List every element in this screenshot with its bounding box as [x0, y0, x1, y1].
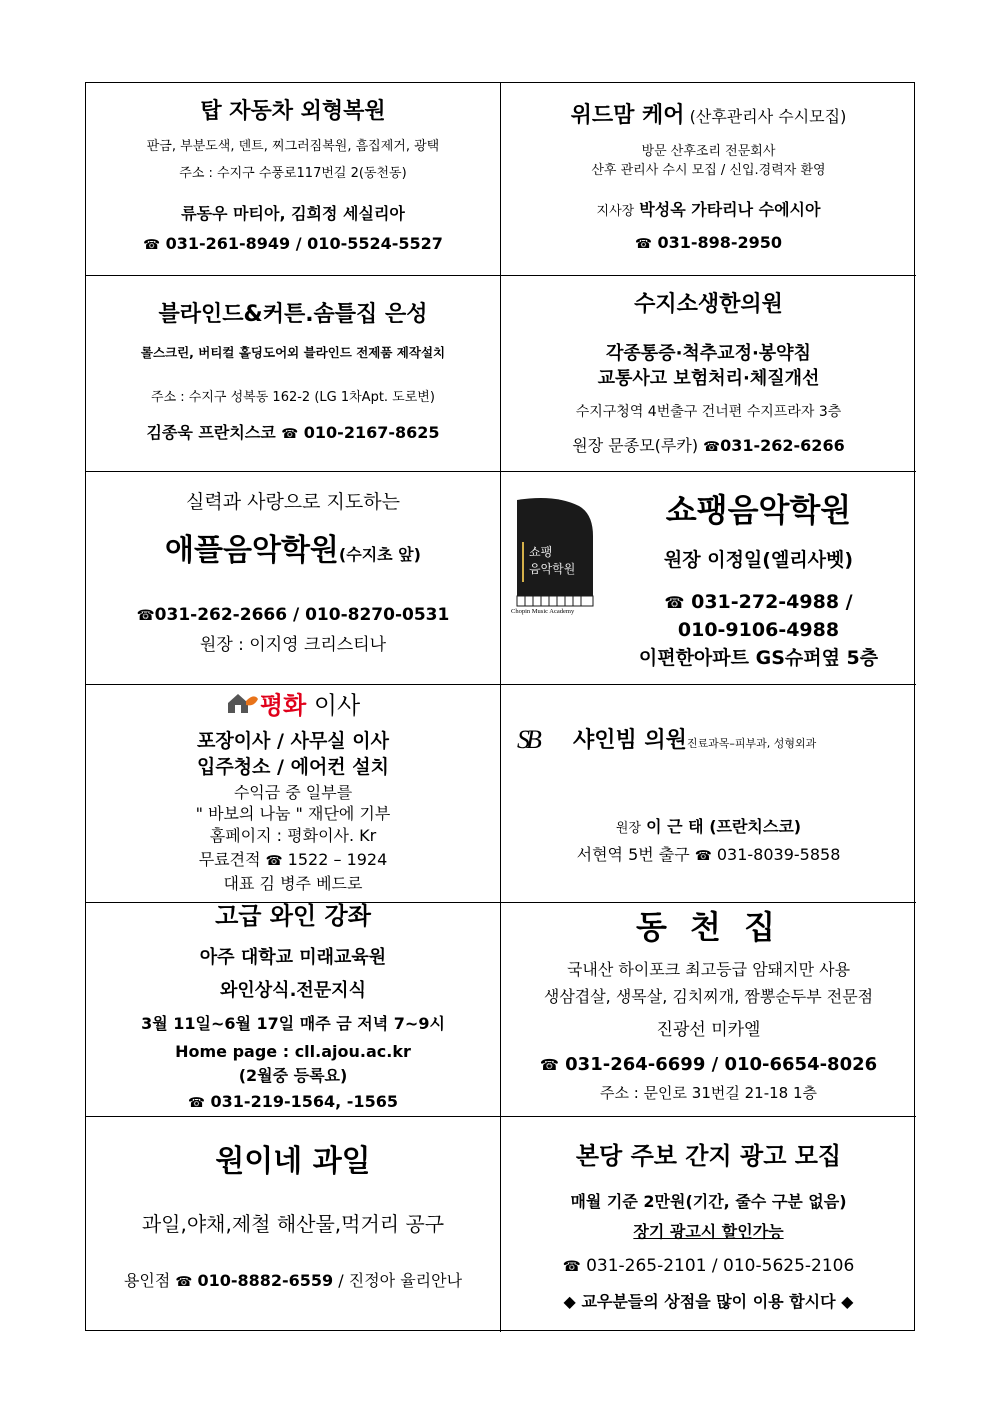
ad-director-line: [501, 818, 916, 837]
ad-director-label: 원장: [615, 821, 642, 836]
ad-subtitle: 진료과목–피부과, 성형외과: [686, 737, 817, 750]
ad-branch-line: [501, 201, 916, 220]
ad-title-line: [86, 534, 500, 569]
ad-line-5: 홈페이지 : 평화이사. Kr: [209, 826, 377, 845]
ad-grid: [85, 82, 915, 1331]
ad-title: 위드맘 케어: [570, 103, 685, 128]
ad-phone: 031-264-6699 / 010-6654-8026: [565, 1054, 878, 1075]
ad-wine: [86, 903, 501, 1117]
house-icon: [226, 691, 260, 722]
ad-phone: 031-261-8949 / 010-5524-5527: [165, 234, 443, 253]
phone-icon: ☎: [175, 1274, 193, 1290]
ad-owners: 류동우 마티아, 김희정 세실리아: [181, 204, 405, 223]
ad-services: 판금, 부분도색, 덴트, 찌그러짐복원, 흠집제거, 광택: [146, 139, 440, 154]
phone-icon: ☎: [281, 426, 299, 442]
ad-line-2: 입주청소 / 에어컨 설치: [197, 756, 389, 778]
ad-line-1: 매월 기준 2만원(기간, 줄수 구분 없음): [570, 1192, 847, 1211]
ad-title-line: [573, 723, 816, 754]
ad-line-7: 대표 김 병주 베드로: [223, 874, 363, 893]
phone-icon: ☎: [143, 237, 160, 253]
ad-line-1: 방문 산후조리 전문회사: [641, 144, 776, 159]
diamond-icon: ◆: [841, 1292, 854, 1311]
ad-line-3: 수익금 중 일부를: [233, 783, 353, 802]
ad-phone-line: [86, 1093, 500, 1112]
ad-title-black: 이사: [306, 691, 361, 720]
ad-title: 샤인빔 의원: [573, 728, 687, 753]
ad-line-2: 생삼겹살, 생목살, 김치찌개, 짬뽕순두부 전문점: [543, 987, 874, 1006]
ad-tagline: 실력과 사랑으로 지도하는: [186, 491, 400, 513]
ad-estimate-label: 무료견적: [198, 850, 261, 869]
ad-phone: 031-898-2950: [657, 233, 783, 252]
ad-blind: [86, 276, 501, 472]
ad-location: 수지구청역 4번출구 건너편 수지프라자 3층: [575, 404, 842, 420]
ad-director: 원장 이정일(엘리사벳): [663, 549, 854, 571]
ad-peace-moving: [86, 685, 501, 903]
ad-owner: / 진정아 율리안나: [338, 1271, 463, 1290]
phone-icon: ☎: [703, 439, 721, 455]
ad-address: 주소 : 문인로 31번길 21-18 1층: [599, 1084, 818, 1102]
phone-icon: ☎: [136, 608, 155, 624]
phone-icon: ☎: [265, 853, 283, 869]
ad-line-2: 교통사고 보험처리·체질개선: [597, 368, 820, 389]
ad-title: 블라인드&커튼.솜틀집 은성: [158, 302, 428, 327]
ad-title-line: [501, 103, 916, 128]
ad-recruit: [501, 1117, 916, 1332]
ad-phone: 010-2167-8625: [303, 423, 440, 442]
ad-phone-line: [501, 1055, 916, 1076]
ad-title: 본당 주보 간지 광고 모집: [575, 1142, 842, 1170]
ad-phone-line: [86, 235, 500, 254]
ad-phone: 031-219-1564, -1565: [210, 1092, 398, 1111]
ad-line-1: 각종통증·척추교정·봉약침: [606, 343, 811, 364]
logo-text-en: Chopin Music Academy: [511, 608, 575, 615]
ad-title: 탑 자동차 외형복원: [200, 99, 386, 124]
ad-phone: 031-262-6266: [720, 436, 845, 455]
ad-line-6: [86, 851, 500, 870]
ad-phone-line-1: [601, 592, 916, 614]
logo-text-1: 쇼팽: [529, 545, 553, 559]
ad-phone-line: [501, 1257, 916, 1277]
ad-phone-line: [86, 606, 500, 626]
ad-owner: 김종욱 프란치스코: [146, 423, 276, 442]
ad-with-mom: [501, 83, 916, 276]
diamond-icon: ◆: [563, 1292, 576, 1311]
ad-branch: 용인점: [123, 1271, 171, 1290]
ad-director-line: [501, 437, 916, 456]
ad-phone: 031-8039-5858: [716, 845, 841, 864]
ad-title: 애플음악학원: [165, 533, 339, 568]
ad-director: 원장 : 이지영 크리스티나: [199, 635, 387, 655]
logo-text-2: 음악학원: [529, 561, 576, 576]
ad-closing-line: [501, 1293, 916, 1311]
ad-title: 고급 와인 강좌: [215, 903, 371, 930]
ad-subject: 와인상식.전문지식: [220, 980, 366, 1001]
ad-register: (2월중 등록요): [238, 1066, 348, 1085]
ad-branch-label: 지사장: [596, 204, 635, 219]
ad-phone-2: 010-9106-4988: [677, 619, 840, 641]
ad-owner-line: [86, 424, 500, 443]
ad-title-red: 평화: [259, 691, 307, 720]
ad-branch-name: 박성옥 가타리나 수에시아: [639, 200, 821, 219]
ad-title: 동 천 집: [635, 908, 782, 946]
ad-homepage: Home page : cll.ajou.ac.kr: [175, 1042, 411, 1061]
ad-subtitle: (산후관리사 수시모집): [689, 107, 847, 126]
ad-contact-line: [86, 1272, 500, 1291]
phone-icon: ☎: [562, 1259, 581, 1275]
ad-phone-1: 031-272-4988 /: [691, 591, 853, 613]
phone-icon: ☎: [634, 236, 652, 252]
ad-location-line: [501, 846, 916, 865]
ad-phone: 010-8882-6559: [197, 1271, 334, 1290]
ad-line-2-wrap: [501, 1223, 916, 1241]
ad-chopin: [501, 472, 916, 685]
ad-org: 아주 대학교 미래교육원: [199, 947, 387, 968]
ad-line-2: 장기 광고시 할인가능: [633, 1222, 784, 1241]
ad-director: 원장 문종모(루카): [572, 436, 699, 455]
ad-title-line: [86, 691, 500, 722]
ad-phone: 031-265-2101 / 010-5625-2106: [586, 1256, 855, 1276]
ad-fruit: [86, 1117, 501, 1332]
ad-title: 수지소생한의원: [634, 292, 783, 317]
ad-line-1: 국내산 하이포크 최고등급 암돼지만 사용: [566, 960, 851, 979]
ad-dongcheon: [501, 903, 916, 1117]
ad-shine-beam: [501, 685, 916, 903]
ad-closing: 교우분들의 상점을 많이 이용 합시다: [581, 1292, 836, 1311]
ad-address: 주소 : 수지구 성복동 162-2 (LG 1차Apt. 도로변): [151, 390, 435, 405]
ad-address: 이편한아파트 GS슈퍼옆 5층: [638, 647, 879, 669]
ad-owner: 진광선 미카엘: [656, 1020, 761, 1040]
ad-director-name: 이 근 태 (프란치스코): [646, 817, 802, 836]
phone-icon: ☎: [188, 1095, 205, 1111]
ad-line-2: 산후 관리사 수시 모집 / 신입.경력자 환영: [591, 163, 826, 178]
ad-location: 서현역 5번 출구: [576, 845, 690, 864]
ad-suji-clinic: [501, 276, 916, 472]
phone-icon: ☎: [539, 1056, 559, 1074]
ad-title: 쇼팽음악학원: [665, 491, 852, 529]
ad-apple-music: [86, 472, 501, 685]
ad-line-4: " 바보의 나눔 " 재단에 기부: [195, 804, 391, 823]
ad-phone: 1522 – 1924: [287, 850, 388, 869]
chopin-logo: [511, 496, 595, 616]
ad-note: (수지초 앞): [338, 545, 421, 564]
ad-address: 주소 : 수지구 수풍로117번길 2(동천동): [179, 166, 407, 181]
ad-title: 원이네 과일: [215, 1144, 371, 1179]
ad-desc: 롤스크린, 버티컬 홀딩도어외 블라인드 전제품 제작설치: [140, 345, 446, 360]
ad-desc: 과일,야채,제철 해산물,먹거리 공구: [141, 1212, 445, 1236]
ad-schedule: 3월 11일~6월 17일 매주 금 저녁 7~9시: [141, 1014, 445, 1033]
phone-icon: ☎: [694, 848, 712, 864]
ad-phone-line: [501, 234, 916, 253]
phone-icon: ☎: [664, 593, 685, 612]
ad-line-1: 포장이사 / 사무실 이사: [197, 730, 389, 752]
sb-logo-icon: SB: [517, 725, 538, 754]
ad-phone: 031-262-2666 / 010-8270-0531: [154, 605, 450, 625]
ad-top-auto: [86, 83, 501, 276]
